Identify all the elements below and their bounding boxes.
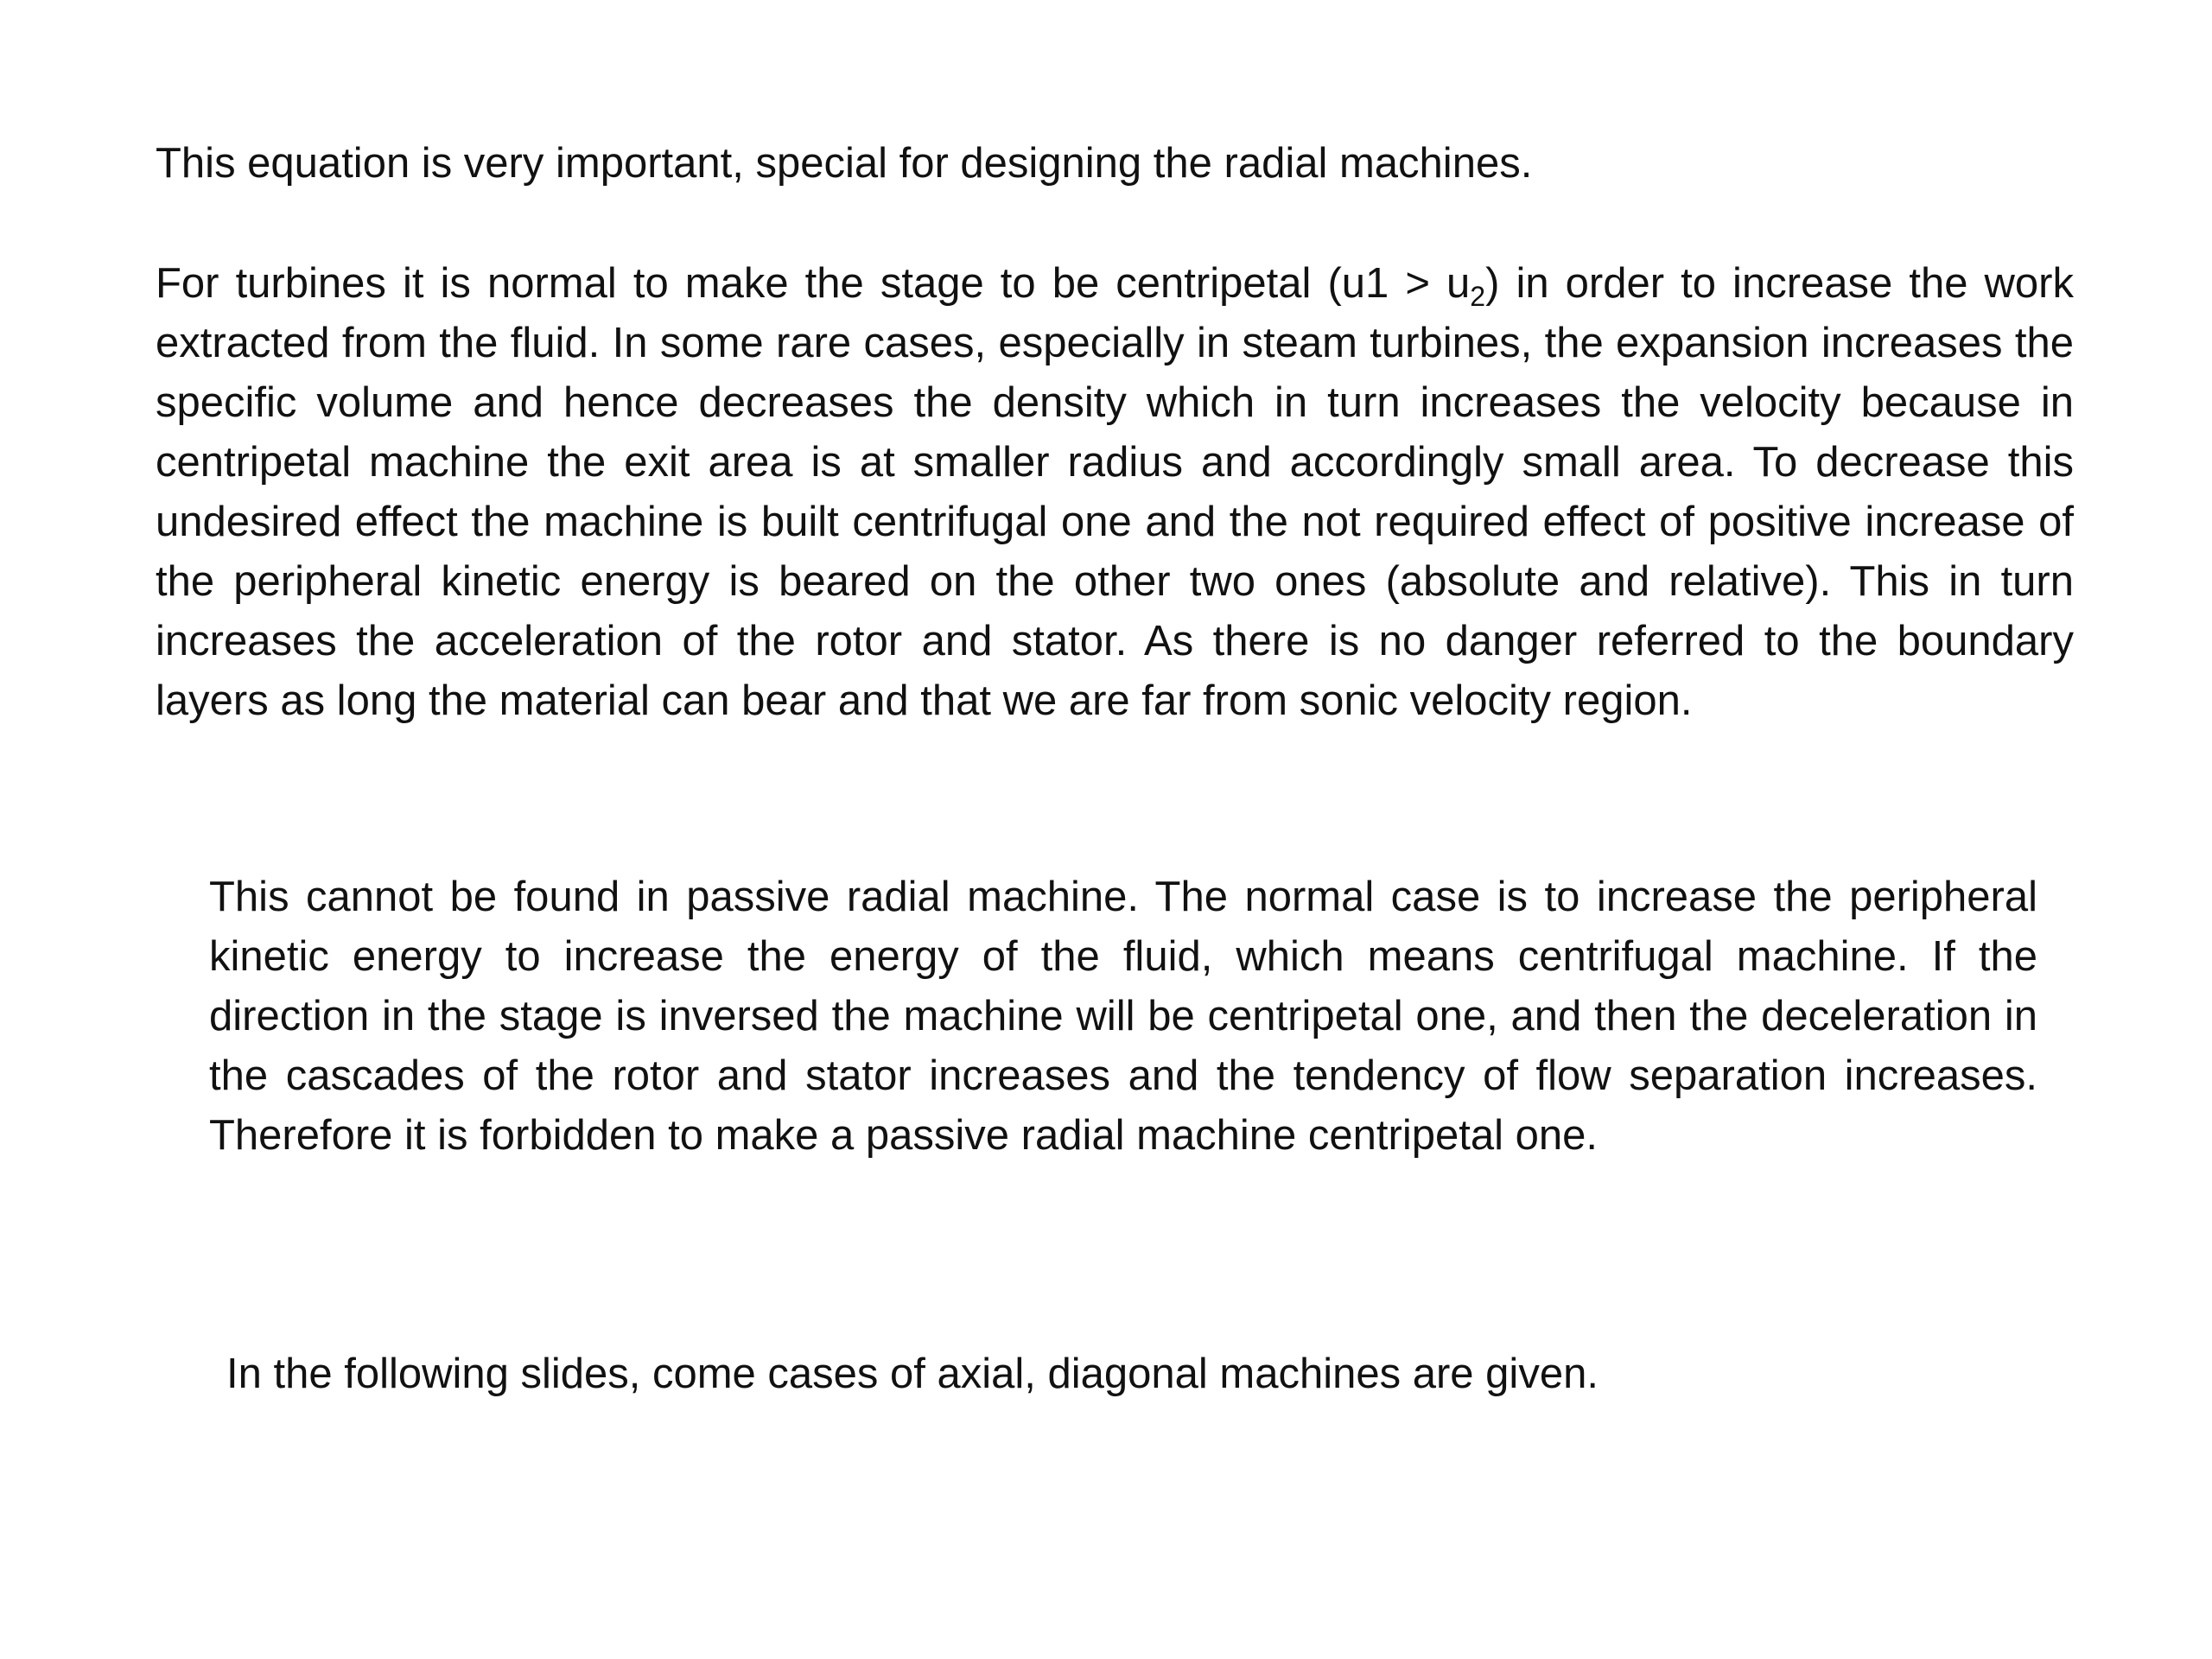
passive-machine-paragraph: This cannot be found in passive radial machine. The normal case is to increase the peripheral kinetic energy to increase the energy of the fluid, which means centrifugal machine. If the direction in the stage is inversed the machine will be centripetal one, and then the deceleration in the cascades of the rotor and stator increases and the tendency of flow separation increases. Therefore it is forbidden to make a passive radial machine centripetal one. [209, 874, 2037, 1159]
turbines-text-start: For turbines it is normal to make the stage to be centripetal (u1 > u [156, 260, 1471, 307]
u2-subscript: 2 [1470, 281, 1486, 312]
turbines-paragraph [156, 254, 2074, 731]
following-slides-note: In the following slides, come cases of axial, diagonal machines are given. [226, 1351, 1599, 1397]
turbines-text-rest: ) in order to increase the work extracted from the fluid. In some rare cases, especially in steam turbines, the expansion increases the specific volume and hence decreases the density which in turn increases the velocity because in centripetal machine the exit area is at smaller radius and accordingly small area. To decrease this undesired effect the machine is built centrifugal one and the not required effect of positive increase of the peripheral kinetic energy is beared on the other two ones (absolute and relative). This in turn increases the acceleration of the rotor and stator. As there is no danger referred to the boundary layers as long the material can bear and that we are far from sonic velocity region. [156, 260, 2074, 724]
intro-paragraph: This equation is very important, special for designing the radial machines. [156, 140, 1533, 187]
